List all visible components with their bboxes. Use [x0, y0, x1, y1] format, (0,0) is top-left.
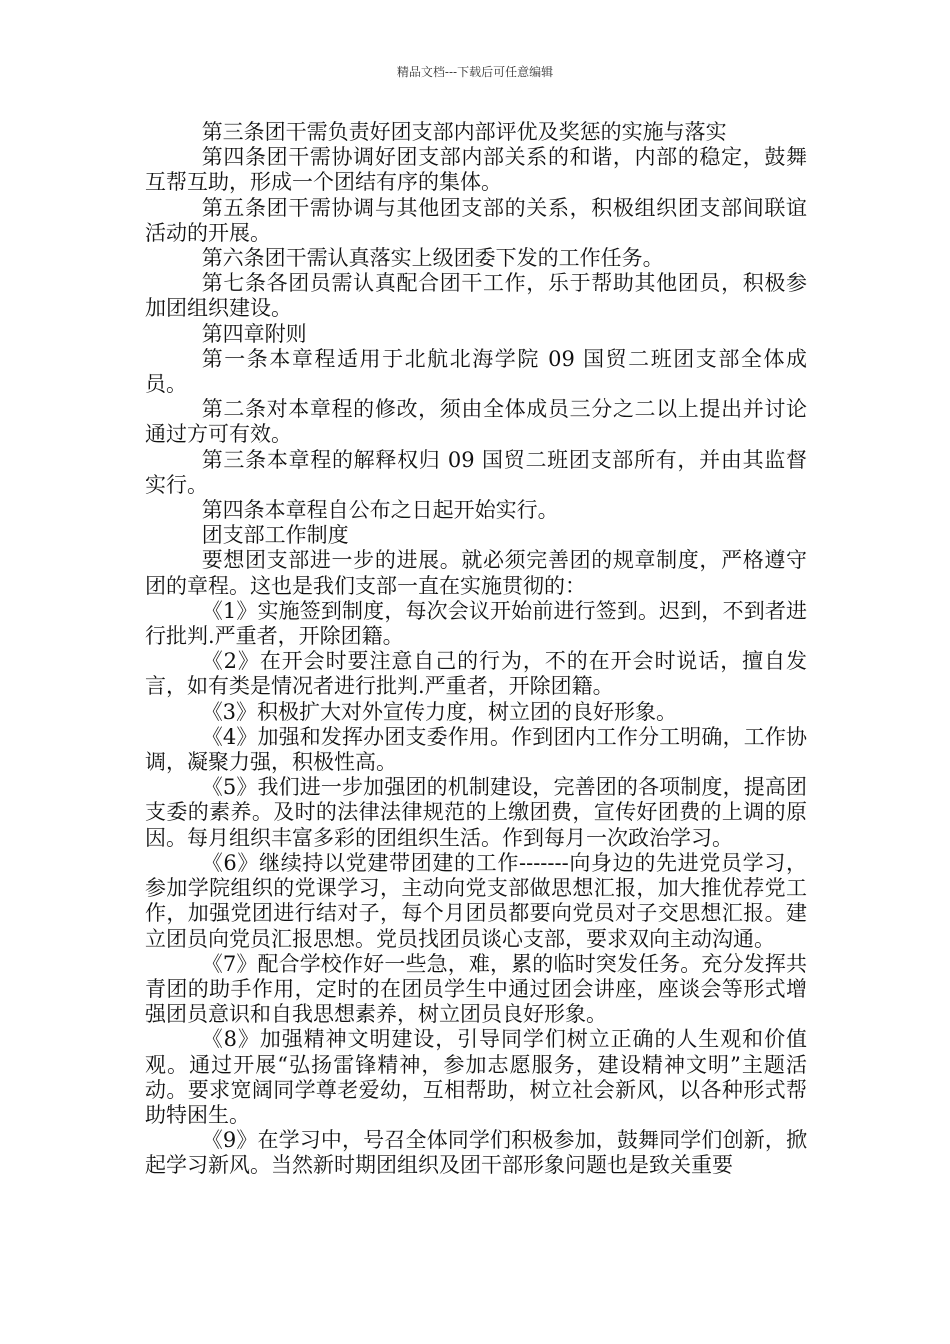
- paragraph-article-6: 第六条团干需认真落实上级团委下发的工作任务。: [201, 246, 664, 271]
- section-heading: 团支部工作制度: [201, 523, 349, 548]
- paragraph-item-5: 《5》我们进一步加强团的机制建设，完善团的各项制度，提高团支委的素养。及时的法律法律规范的上缴团费，宣传好团费的上调的原因。每月组织丰富多彩的团组织生活。作到每月一次政治学习。: [145, 775, 807, 850]
- paragraph-appendix-2: 第二条对本章程的修改，须由全体成员三分之二以上提出并讨论通过方可有效。: [145, 397, 807, 447]
- paragraph-article-4: 第四条团干需协调好团支部内部关系的和谐，内部的稳定，鼓舞互帮互助，形成一个团结有序的集体。: [145, 145, 807, 195]
- paragraph-article-5: 第五条团干需协调与其他团支部的关系，积极组织团支部间联谊活动的开展。: [145, 195, 807, 245]
- paragraph-article-7: 第七条各团员需认真配合团干工作，乐于帮助其他团员，积极参加团组织建设。: [145, 271, 807, 321]
- paragraph-appendix-3: 第三条本章程的解释权归 09 国贸二班团支部所有，并由其监督实行。: [145, 447, 807, 497]
- page-header: 精品文档---下载后可任意编辑: [396, 65, 554, 79]
- paragraph-item-9: 《9》在学习中，号召全体同学们积极参加，鼓舞同学们创新，掀起学习新风。当然新时期团组织及团干部形象问题也是致关重要: [145, 1128, 807, 1178]
- paragraph-item-4: 《4》加强和发挥办团支委作用。作到团内工作分工明确，工作协调，凝聚力强，积极性高。: [145, 724, 807, 775]
- paragraph-article-3: 第三条团干需负责好团支部内部评优及奖惩的实施与落实: [201, 120, 727, 144]
- paragraph-appendix-4: 第四条本章程自公布之日起开始实行。: [201, 498, 559, 523]
- chapter-heading: 第四章附则: [201, 321, 307, 346]
- paragraph-item-3: 《3》积极扩大对外宣传力度，树立团的良好形象。: [201, 699, 678, 724]
- document-body: [145, 120, 807, 1179]
- paragraph-item-8: 《8》加强精神文明建设，引导同学们树立正确的人生观和价值观。通过开展“弘扬雷锋精神，参加志愿服务，建设精神文明”主题活动。要求宽阔同学尊老爱幼，互相帮助，树立社会新风，以各种形式帮助特困生。: [145, 1027, 807, 1127]
- paragraph-item-6: 《6》继续持以党建带团建的工作-------向身边的先进党员学习，参加学院组织的党课学习，主动向党支部做思想汇报，加大推优荐党工作，加强党团进行结对子，每个月团员都要向党员对子交思想汇报。建立团员向党员汇报思想。党员找团员谈心支部，要求双向主动沟通。: [145, 850, 807, 951]
- paragraph-item-7: 《7》配合学校作好一些急，难，累的临时突发任务。充分发挥共青团的助手作用，定时的在团员学生中通过团会讲座，座谈会等形式增强团员意识和自我思想素养，树立团员良好形象。: [145, 951, 807, 1027]
- paragraph-item-1: 《1》实施签到制度，每次会议开始前进行签到。迟到，不到者进行批判.严重者，开除团籍。: [145, 598, 807, 649]
- paragraph-intro: 要想团支部进一步的进展。就必须完善团的规章制度，严格遵守团的章程。这也是我们支部一直在实施贯彻的：: [145, 548, 807, 598]
- paragraph-item-2: 《2》在开会时要注意自己的行为，不的在开会时说话，擅自发言，如有类是情况者进行批判.严重者，开除团籍。: [145, 649, 807, 699]
- paragraph-appendix-1: 第一条本章程适用于北航北海学院 09 国贸二班团支部全体成员。: [145, 346, 807, 397]
